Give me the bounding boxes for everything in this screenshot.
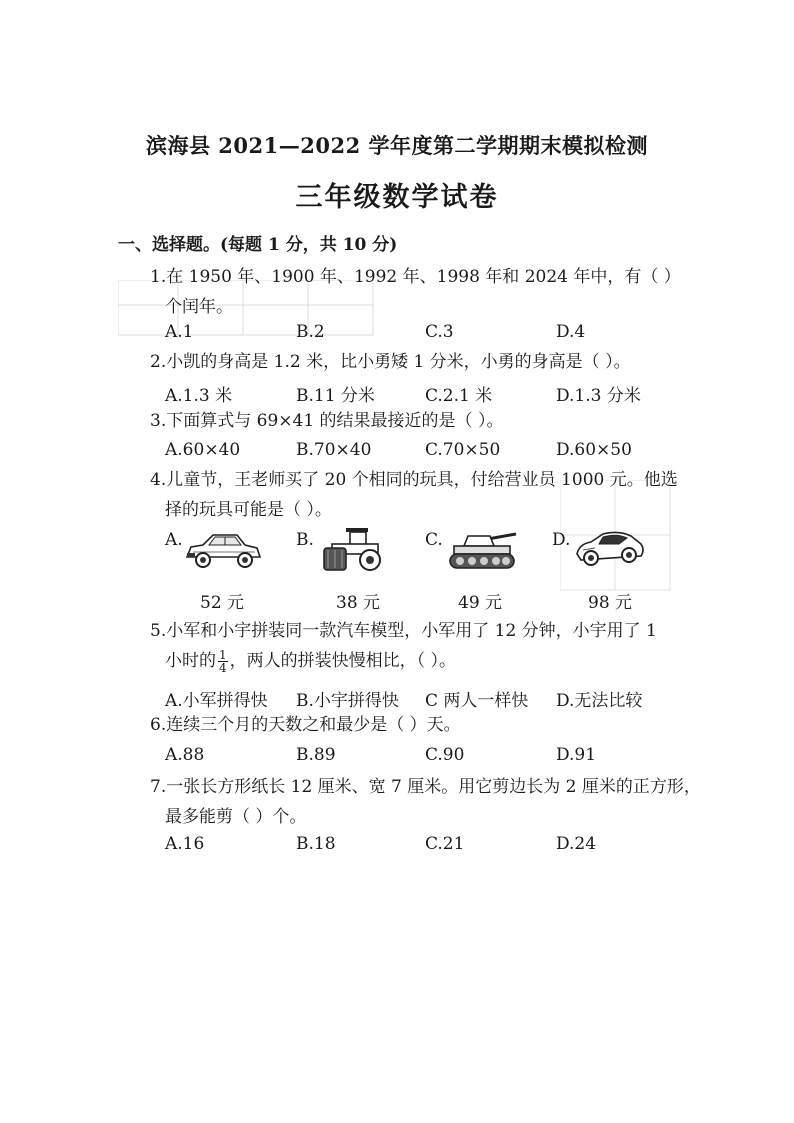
q1-option-d[interactable]: D.4 (556, 322, 586, 342)
question-4-text-cont: 择的玩具可能是（ ）。 (165, 500, 332, 520)
question-7-text: 7.一张长方形纸长 12 厘米、宽 7 厘米。用它剪边长为 2 厘米的正方形， (150, 777, 701, 797)
question-5-text: 5.小军和小宇拼装同一款汽车模型，小军用了 12 分钟，小宇用了 1 (150, 621, 657, 641)
question-1 (150, 262, 681, 317)
q2-option-a[interactable]: A.1.3 米 (165, 386, 233, 406)
q2-option-c[interactable]: C.2.1 米 (425, 386, 493, 406)
q4-option-b[interactable]: B. (296, 530, 314, 550)
question-3-text: 3.下面算式与 69×41 的结果最接近的是（ ）。 (150, 411, 504, 431)
q2-option-b[interactable]: B.11 分米 (296, 386, 375, 406)
q3-option-a[interactable]: A.60×40 (165, 440, 241, 460)
q1-option-b[interactable]: B.2 (296, 322, 325, 342)
q6-option-b[interactable]: B.89 (296, 745, 336, 765)
q7-option-c[interactable]: C.21 (425, 834, 465, 854)
q1-option-a[interactable]: A.1 (165, 322, 194, 342)
question-1-text: 1.在 1950 年、1900 年、1992 年、1998 年和 2024 年中，有（ ） (150, 267, 681, 287)
road-roller-icon (318, 522, 390, 574)
q5-option-b[interactable]: B.小宇拼得快 (296, 691, 399, 711)
q6-option-a[interactable]: A.88 (165, 745, 205, 765)
fraction-one-quarter (218, 649, 228, 674)
q5-option-c[interactable]: C 两人一样快 (425, 691, 529, 711)
q4-price-c: 49 元 (458, 593, 503, 613)
q5-option-d[interactable]: D.无法比较 (556, 691, 643, 711)
q7-option-d[interactable]: D.24 (556, 834, 597, 854)
section-heading: 一、选择题。(每题 1 分，共 10 分) (118, 235, 398, 255)
question-6-text: 6.连续三个月的天数之和最少是（ ）天。 (150, 715, 461, 735)
q3-option-c[interactable]: C.70×50 (425, 440, 501, 460)
tank-icon (446, 526, 518, 572)
fraction-denominator: 4 (219, 661, 227, 675)
question-1-text-cont: 个闰年。 (165, 297, 233, 317)
question-5-text-post: ，两人的拼装快慢相比，（ ）。 (229, 651, 457, 671)
q3-option-b[interactable]: B.70×40 (296, 440, 372, 460)
question-4 (150, 465, 678, 520)
q7-option-a[interactable]: A.16 (165, 834, 205, 854)
q4-option-d[interactable]: D. (552, 530, 571, 550)
question-5-text-pre: 小时的 (165, 651, 216, 671)
fraction-numerator: 1 (219, 648, 227, 662)
q3-option-d[interactable]: D.60×50 (556, 440, 632, 460)
q4-option-c[interactable]: C. (425, 530, 443, 550)
q5-option-a[interactable]: A.小军拼得快 (165, 691, 268, 711)
q7-option-b[interactable]: B.18 (296, 834, 336, 854)
question-5 (150, 616, 657, 646)
question-7-text-cont: 最多能剪（ ）个。 (165, 807, 307, 827)
q6-option-c[interactable]: C.90 (425, 745, 465, 765)
q4-option-a[interactable]: A. (165, 530, 183, 550)
question-2 (150, 347, 631, 377)
q4-price-d: 98 元 (588, 593, 633, 613)
question-2-text: 2.小凯的身高是 1.2 米，比小勇矮 1 分米，小勇的身高是（ ）。 (150, 352, 631, 372)
question-6 (150, 710, 461, 740)
question-7 (150, 772, 701, 827)
exam-subtitle: 三年级数学试卷 (295, 182, 499, 213)
q2-option-d[interactable]: D.1.3 分米 (556, 386, 641, 406)
question-4-text: 4.儿童节，王老师买了 20 个相同的玩具，付给营业员 1000 元。他选 (150, 470, 678, 490)
question-5-line2 (165, 646, 456, 676)
car-icon (183, 525, 263, 575)
q6-option-d[interactable]: D.91 (556, 745, 597, 765)
exam-title: 滨海县 2021—2022 学年度第二学期期末模拟检测 (145, 133, 648, 158)
question-3 (150, 406, 503, 436)
q4-price-a: 52 元 (200, 593, 245, 613)
sports-car-icon (573, 524, 645, 572)
q1-option-c[interactable]: C.3 (425, 322, 454, 342)
q4-price-b: 38 元 (336, 593, 381, 613)
